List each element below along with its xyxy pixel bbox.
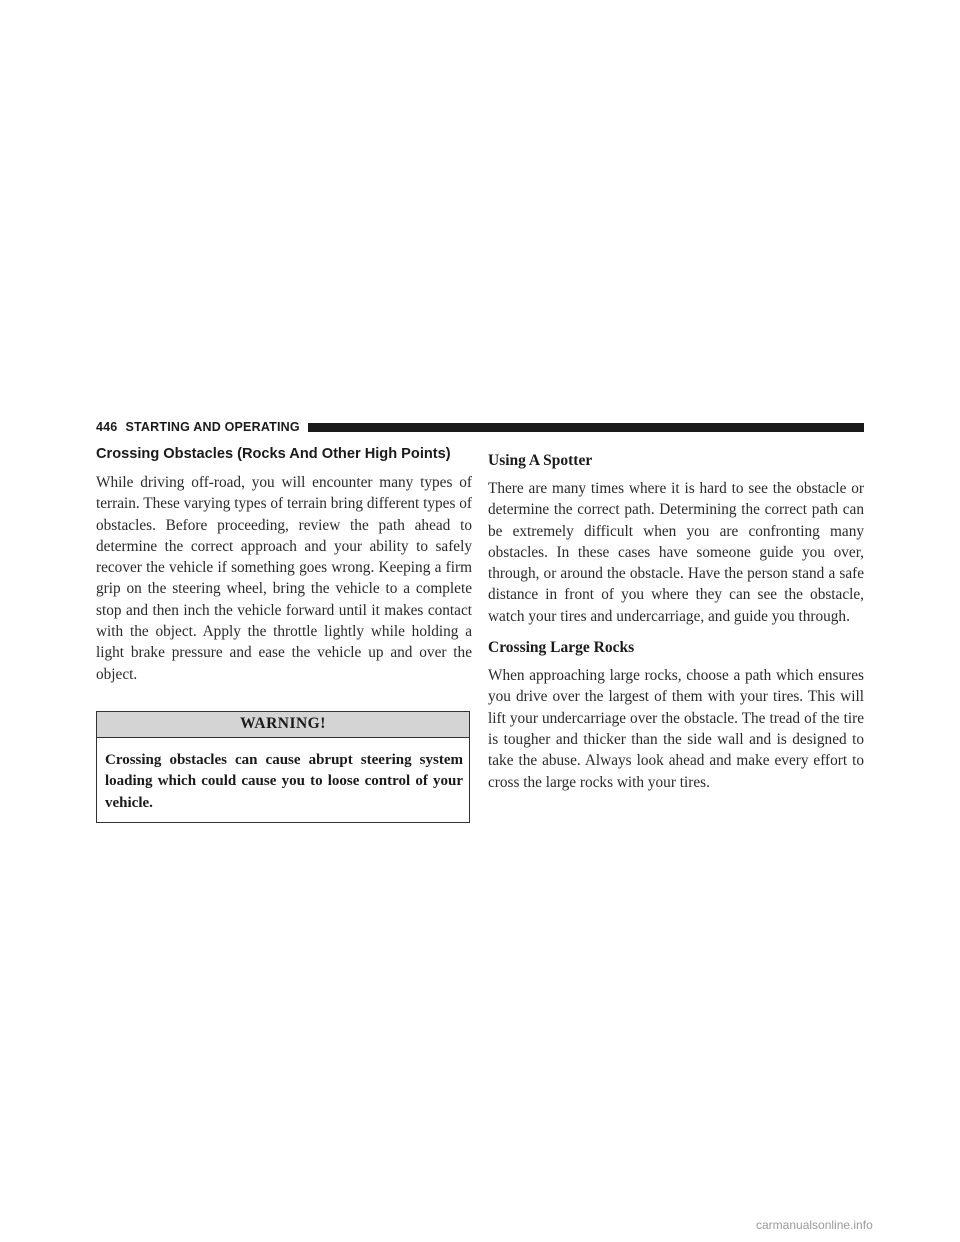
crossing-large-rocks-paragraph: When approaching large rocks, choose a path which ensures you drive over the largest of them with your tires. This will lift your undercarriage over the obstacle. The tread of the tire is tougher and thicker than the side wall and is designed to take the abuse. Always look ahead and make every effort to cross the large rocks with your tires. <box>488 667 864 791</box>
warning-box <box>96 711 470 823</box>
warning-text: Crossing obstacles can cause abrupt steering system loading which could cause you to loose control of your vehicle. <box>105 751 463 811</box>
crossing-obstacles-paragraph: While driving off-road, you will encounter many types of terrain. These varying types of terrain bring different types of obstacles. Before proceeding, review the path ahead to determine the correct approach and your ability to safely recover the vehicle if something goes wrong. Keeping a firm grip on the steering wheel, bring the vehicle to a complete stop and then inch the vehicle forward until it makes contact with the object. Apply the throttle lightly while holding a light brake pressure and ease the vehicle up and over the object. <box>96 474 472 683</box>
page-header <box>96 419 864 435</box>
right-column <box>488 446 864 793</box>
using-a-spotter-paragraph: There are many times where it is hard to see the obstacle or determine the correct path. Determining the correct path can be extremely difficult when you are confronting many obstacles. In these cases have someone guide you over, through, or around the obstacle. Have the person stand a safe distance in front of you where they can see the obstacle, watch your tires and undercarriage, and guide you through. <box>488 480 864 625</box>
left-column <box>96 446 472 823</box>
using-a-spotter-heading: Using A Spotter <box>488 452 593 469</box>
watermark: carmanualsonline.info <box>756 1218 873 1232</box>
header-rule <box>308 423 864 432</box>
section-title: STARTING AND OPERATING <box>125 420 300 434</box>
warning-title: WARNING! <box>97 712 469 738</box>
crossing-large-rocks-heading: Crossing Large Rocks <box>488 639 635 657</box>
crossing-obstacles-heading: Crossing Obstacles (Rocks And Other High Points) <box>96 446 451 462</box>
page-number: 446 <box>96 420 118 434</box>
